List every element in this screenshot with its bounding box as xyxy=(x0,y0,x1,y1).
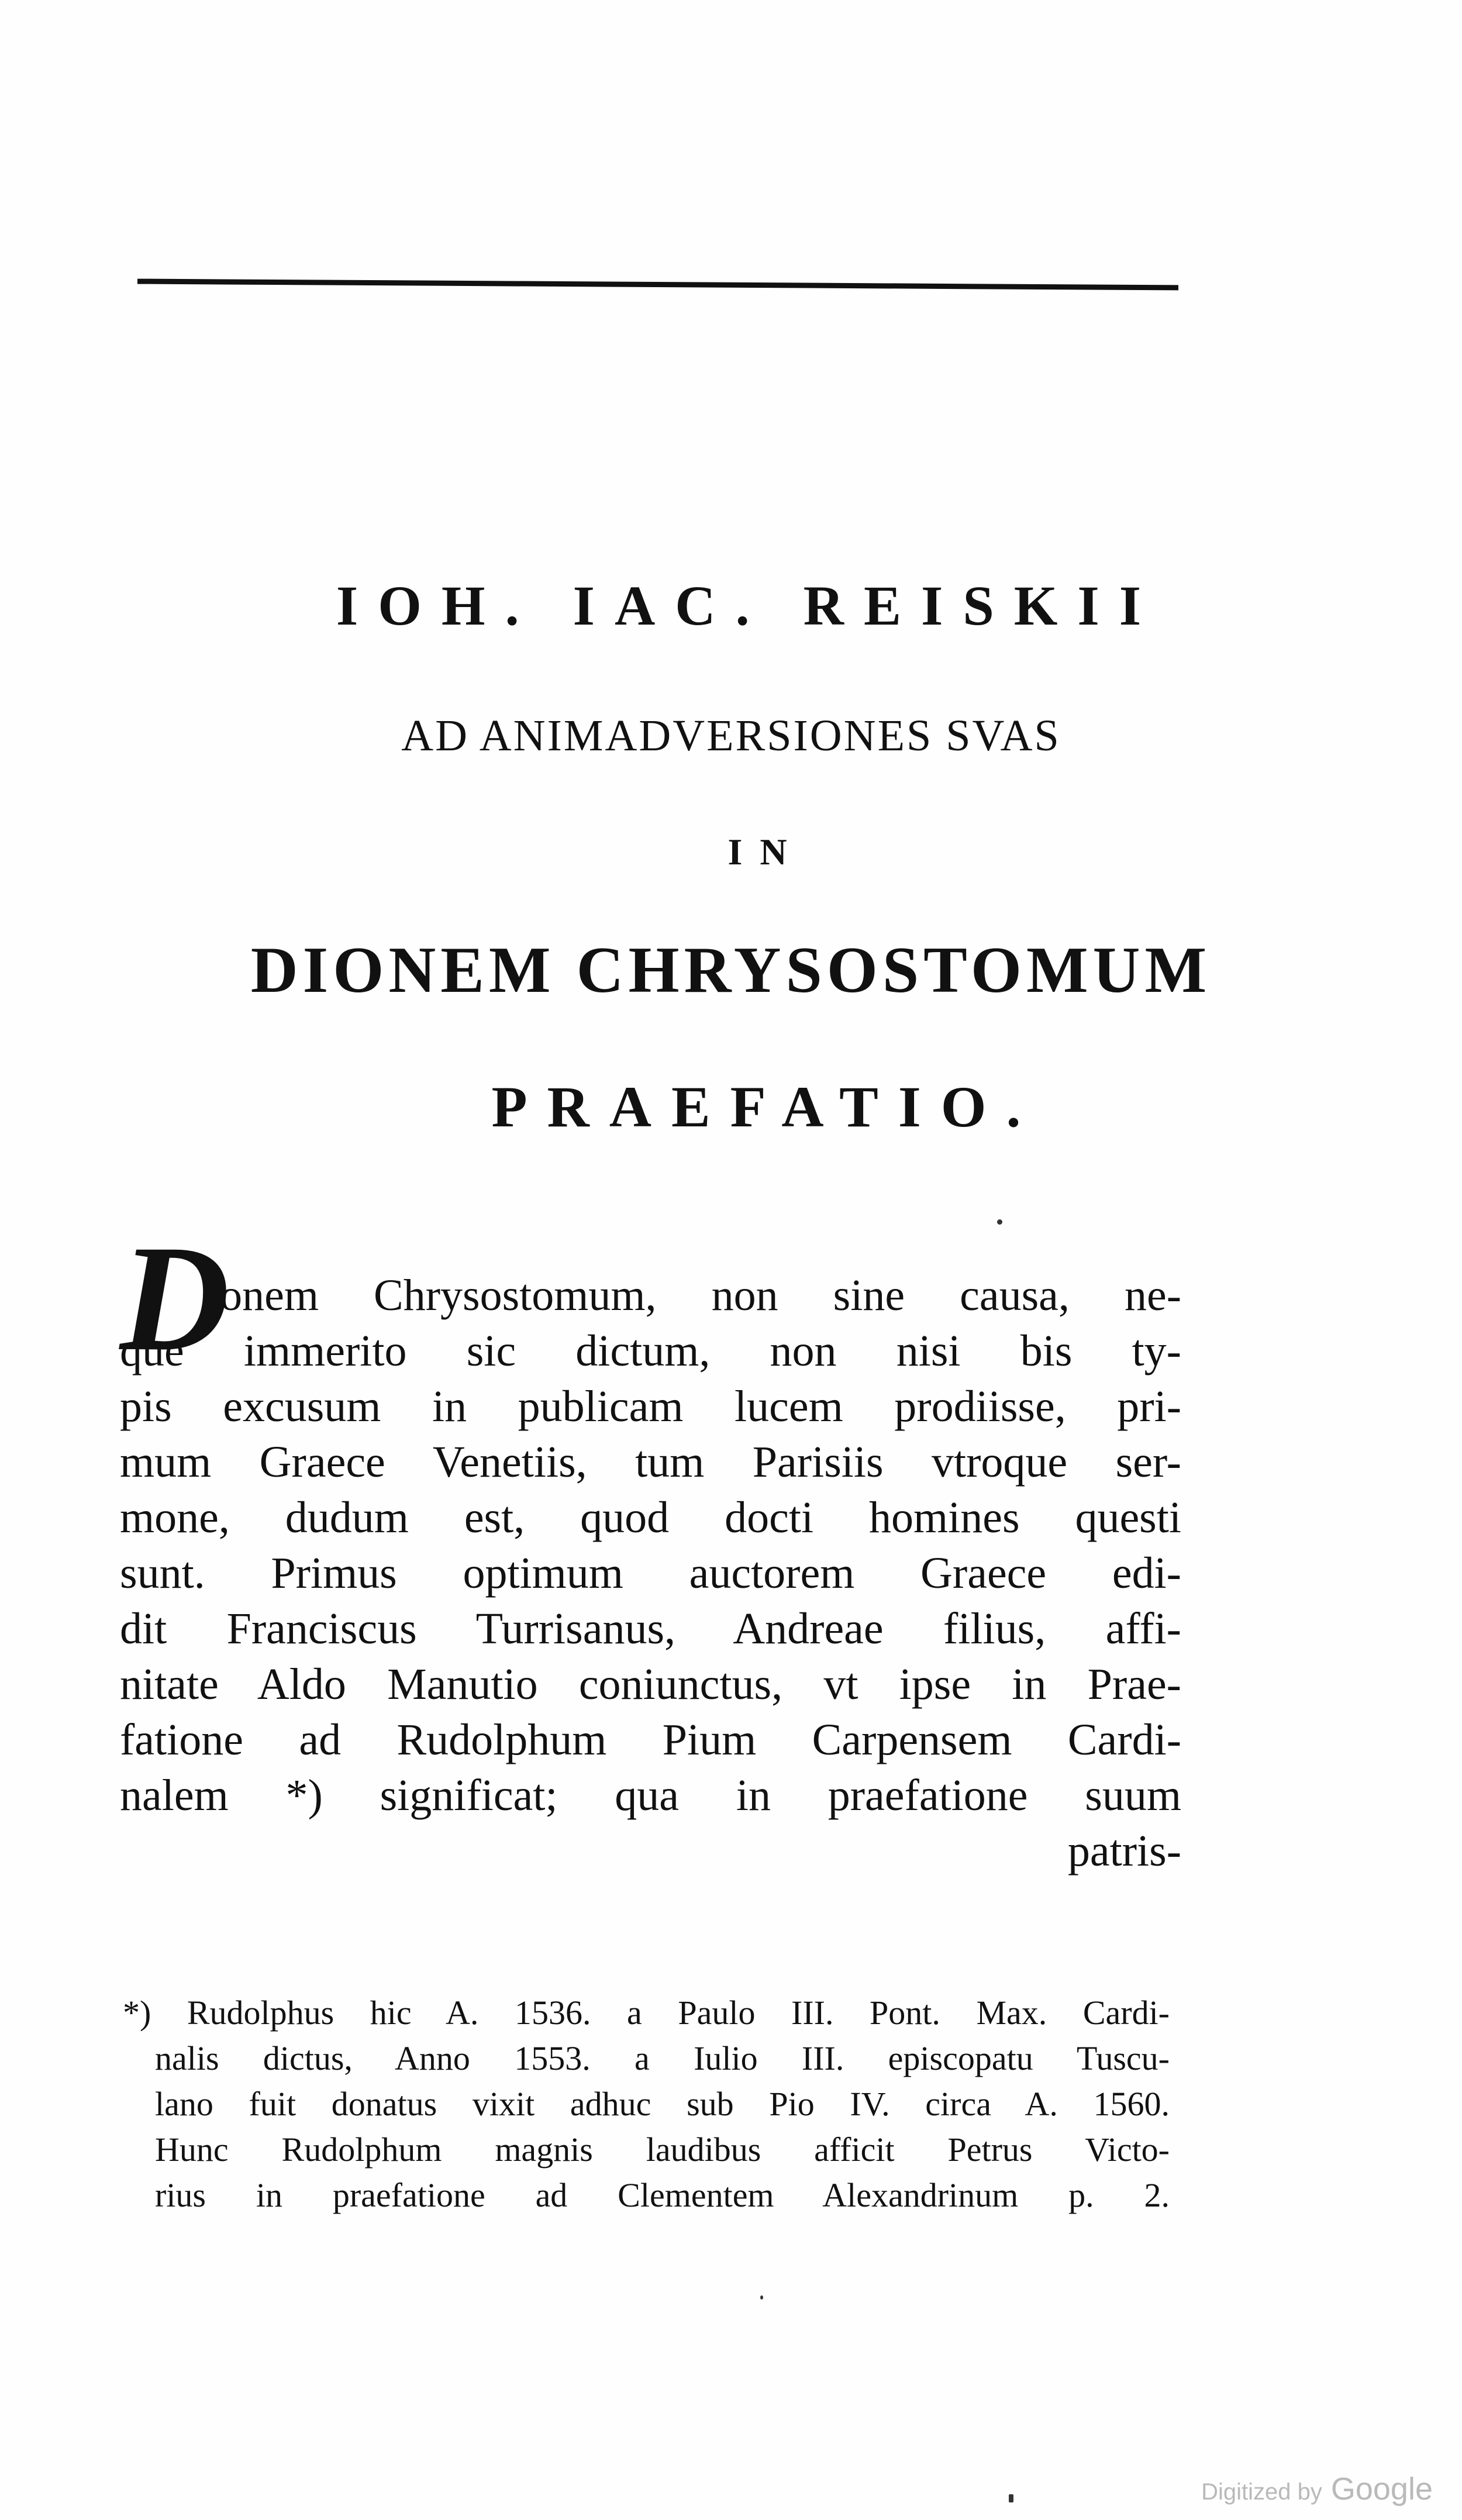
body-line: que immerito sic dictum, non nisi bis ty- xyxy=(120,1326,1181,1376)
print-speck xyxy=(1009,2494,1013,2502)
catchword: patris- xyxy=(1067,1826,1181,1876)
body-line: sunt. Primus optimum auctorem Graece edi- xyxy=(120,1549,1181,1598)
body-line: mum Graece Venetiis, tum Parisiis vtroque ser- xyxy=(120,1437,1181,1487)
body-line: pis excusum in publicam lucem prodiisse, pri- xyxy=(120,1382,1181,1431)
footnote-line: rius in praefatione ad Clementem Alexandrinum p. 2. xyxy=(155,2176,1170,2214)
body-line: mone, dudum est, quod docti homines questi xyxy=(120,1493,1181,1542)
title-work: DIONEM CHRYSOSTOMUM xyxy=(250,934,1212,1006)
watermark-prefix: Digitized by xyxy=(1201,2479,1322,2505)
footnote-line: nalis dictus, Anno 1553. a Iulio III. episcopatu Tuscu- xyxy=(155,2039,1170,2077)
title-in: IN xyxy=(727,831,805,873)
footnote-line: *) Rudolphus hic A. 1536. a Paulo III. Pont. Max. Cardi- xyxy=(123,1994,1170,2032)
print-speck xyxy=(760,2295,763,2300)
title-subtitle: AD ANIMADVERSIONES SVAS xyxy=(401,711,1061,760)
footnote-line: lano fuit donatus vixit adhuc sub Pio IV. circa A. 1560. xyxy=(155,2085,1170,2123)
body-line: nitate Aldo Manutio coniunctus, vt ipse in Prae- xyxy=(120,1660,1181,1709)
title-praefatio: PRAEFATIO. xyxy=(491,1074,1041,1139)
body-line: fatione ad Rudolphum Pium Carpensem Cardi- xyxy=(120,1715,1181,1764)
watermark-brand: Google xyxy=(1330,2471,1433,2507)
footnote-line: Hunc Rudolphum magnis laudibus afficit Petrus Victo- xyxy=(155,2131,1170,2169)
digitized-watermark xyxy=(1201,2471,1433,2507)
body-line: dit Franciscus Turrisanus, Andreae filius, affi- xyxy=(120,1604,1181,1653)
title-author-line: IOH. IAC. REISKII xyxy=(336,574,1161,637)
print-speck xyxy=(997,1219,1002,1225)
body-line: nalem *) significat; qua in praefatione suum xyxy=(120,1771,1181,1820)
header-rule xyxy=(137,279,1178,291)
body-line: ionem Chrysostomum, non sine causa, ne- xyxy=(208,1271,1181,1320)
drop-cap: D xyxy=(120,1214,230,1383)
